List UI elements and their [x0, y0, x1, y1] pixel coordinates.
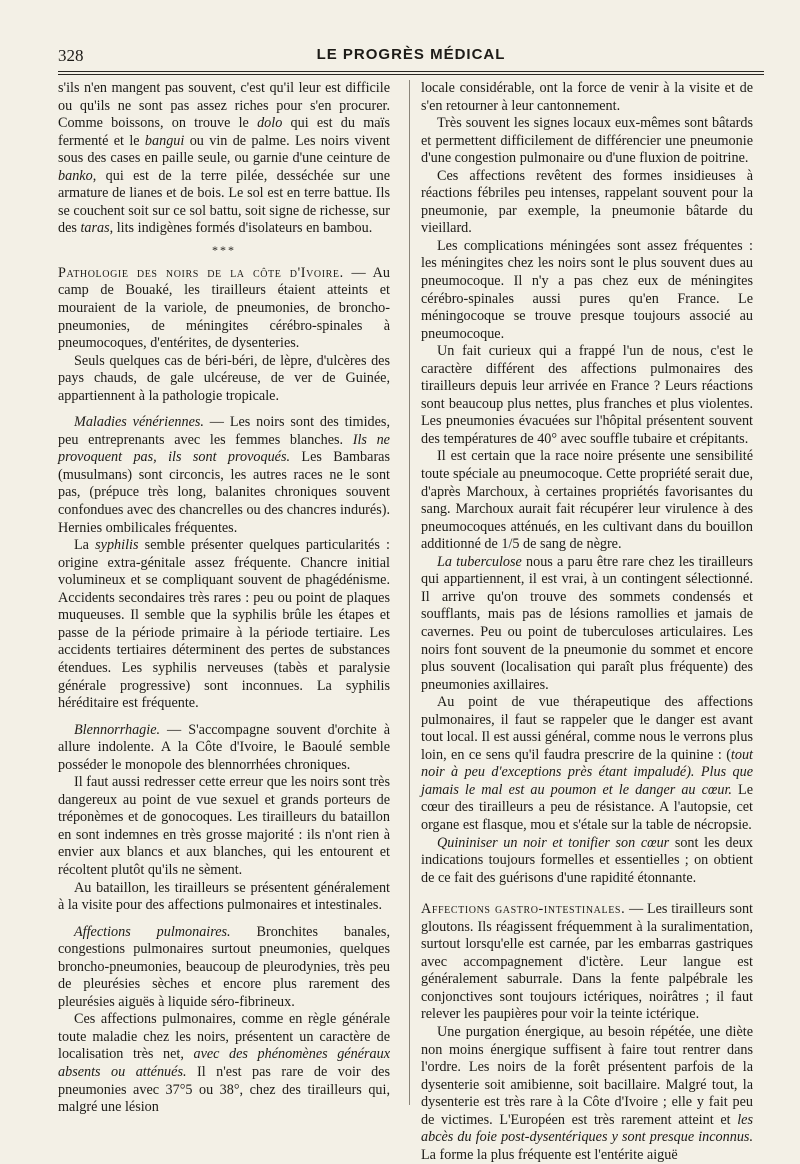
page-number: 328 — [58, 46, 84, 65]
section-heading: Pathologie des noirs de la côte d'Ivoire. — [58, 264, 344, 281]
running-title: LE PROGRÈS MÉDICAL — [316, 46, 506, 63]
section-heading: Affections pulmonaires. — [74, 923, 231, 940]
paragraph: La syphilis semble présenter quelques particularités : origine extra-génitale assez fréquente. Chancre initial volumineux et se compliquant souvent de phagédénisme. Accidents secondaires très rares : peu ou point de plaques muqueuses. Il semble que la syphilis brûle les étapes et passe de la période primaire à la période tertiaire. Les accidents tertiaires déterminent des pertes de substances étendues. Les syphilis nerveuses (tabès et paralysie générale progressive) sont inconnues. La syphilis héréditaire est fréquente. — [58, 537, 390, 712]
section-maladies-veneriennes: Maladies vénériennes. — Les noirs sont des timides, peu entreprenants avec les femmes blanches. Ils ne provoquent pas, ils sont provoqués. Les Bambaras (musulmans) sont circoncis, les autres races ne le sont pas, (prépuce très long, balanites chroniques souvent confondues avec des chancrelles ou des chancres indurés). Hernies ombilicales fréquentes. — [58, 414, 390, 536]
paragraph: Il faut aussi redresser cette erreur que les noirs sont très dangereux au point de vue sexuel et grands porteurs de tréponèmes et de gonocoques. Les tirailleurs du bataillon en sont indemnes en très grosse majorité : ils n'ont rien à envier aux blancs et aux blanches, qui les entourent et récoltent plutôt qu'ils ne sèment. — [58, 774, 390, 878]
paragraph: La tuberculose nous a paru être rare chez les tirailleurs qui appartiennent, il est vrai, à un contingent sélectionné. Il arrive qu'on trouve des sommets condensés et soufflants, mais pas de lésions ramollies et jamais de cavernes. Peu ou point de tuberculoses articulaires. Les noirs font souvent de la pneumonie du sommet et encore plus souvent (localisation qui paraît plus fréquente) des pneumonies axillaires. — [421, 553, 753, 693]
paragraph: Il est certain que la race noire présente une sensibilité toute spéciale au pneumocoque. Cette propriété serait due, d'après Marchoux, à certaines propriétés favorisantes du sang. Marchoux aurait fait récupérer leur virulence à des pneumocoques atténués, en les cultivant dans du bouillon additionné de 1/5 de sang de nègre. — [421, 448, 753, 553]
left-column — [58, 80, 390, 1117]
paragraph: Ces affections revêtent des formes insidieuses à réactions fébriles peu intenses, rappelant souvent pour la pneumonie, par exemple, la pneumonie bâtarde du vieillard. — [421, 167, 753, 237]
paragraph: Quininiser un noir et tonifier son cœur sont les deux indications toujours formelles et essentielles ; on obtient de ce fait des guérisons d'une rapidité étonnante. — [421, 834, 753, 886]
page-header — [58, 44, 764, 70]
right-column — [421, 80, 753, 1164]
paragraph: Au bataillon, les tirailleurs se présentent généralement à la visite pour des affections pulmonaires et intestinales. — [58, 879, 390, 914]
section-heading: Affections gastro-intestinales. — [421, 901, 626, 918]
section-blennorrhagie: Blennorrhagie. — S'accompagne souvent d'orchite à allure indolente. A la Côte d'Ivoire, le Baoulé semble posséder le monopole des blennorrhées chroniques. — [58, 721, 390, 773]
section-separator: *** — [212, 242, 236, 257]
paragraph: Les complications méningées sont assez fréquentes : les méningites chez les noirs sont le plus souvent dues au pneumocoque. Il n'y a pas chez eux de méningites cérébro-spinales aussi pures qu'en France. Le méningocoque se trouve presque toujours associé au pneumocoque. — [421, 237, 753, 342]
paragraph: Un fait curieux qui a frappé l'un de nous, c'est le caractère différent des affections pulmonaires des tirailleurs depuis leur arrivée en France ? Leurs réactions sont beaucoup plus nettes, plus franches et plus violentes. Les pneumonies évacuées sur l'hôpital présentent souvent des températures de 40° avec souffle tubaire et crépitants. — [421, 343, 753, 447]
section-pathologie: Pathologie des noirs de la côte d'Ivoire. — Au camp de Bouaké, les tirailleurs étaient atteints et mouraient de la variole, de pneumonies, de broncho-pneumonies, de méningites cérébro-spinales à pneumocoques, d'entérites, de dysenteries. — [58, 264, 390, 352]
paragraph: Une purgation énergique, au besoin répétée, une diète non moins énergique suffisent à faire tout rentrer dans l'ordre. Les noirs de la forêt présentent parfois de la dysenterie soit amibienne, soit bacillaire. Malgré tout, la dysenterie est très rare à la Côte d'Ivoire ; elle y fait peu de victimes. L'Européen est très rarement atteint et les abcès du foie post-dysentériques y sont presque inconnus. La forme la plus fréquente est l'entérite aiguë — [421, 1023, 753, 1163]
section-affections-pulmonaires: Affections pulmonaires. Bronchites banales, congestions pulmonaires surtout pneumonies, quelques broncho-pneumonies, beaucoup de pleurodynies, très peu de pleurésies sèches et encore plus rarement des pleurésies aiguës à liquide séro-fibrineux. — [58, 923, 390, 1010]
paragraph: Seuls quelques cas de béri-béri, de lèpre, d'ulcères des pays chauds, de gale ulcéreuse, de ver de Guinée, appartiennent à la pathologie tropicale. — [58, 352, 390, 404]
paragraph: Très souvent les signes locaux eux-mêmes sont bâtards et permettent difficilement de différencier une pneumonie d'une congestion pulmonaire ou d'une fluxion de poitrine. — [421, 115, 753, 167]
paragraph: locale considérable, ont la force de venir à la visite et de s'en retourner à leur cantonnement. — [421, 80, 753, 114]
paragraph: Ces affections pulmonaires, comme en règle générale toute maladie chez les noirs, présentent un caractère de localisation très net, avec des phénomènes généraux absents ou atténués. Il n'est pas rare de voir des pneumonies avec 37°5 ou 38°, chez des tirailleurs qui, malgré une lésion — [58, 1011, 390, 1116]
column-divider — [409, 80, 410, 1105]
paragraph: Au point de vue thérapeutique des affections pulmonaires, il faut se rappeler que le danger est avant tout local. Il est aussi général, comme nous le verrons plus loin, en ce sens qu'il faudra prescrire de la quinine : (tout noir à peu d'exceptions près étant impaludé). Plus que jamais le mal est au poumon et le danger au cœur. Le cœur des tirailleurs a peu de résistance. A l'autopsie, cet organe est flasque, mou et s'étale sur la table de nécropsie. — [421, 694, 753, 833]
section-heading: Maladies vénériennes. — [74, 414, 204, 431]
section-heading: Blennorrhagie. — [74, 721, 161, 738]
paragraph: s'ils n'en mangent pas souvent, c'est qu'il leur est difficile ou qu'ils ne sont pas assez riches pour s'en procurer. Comme boissons, on trouve le dolo qui est du maïs fermenté et le bangui ou vin de palme. Les noirs vivent sous des cases en paille seule, ou garnie d'une ceinture de banko, qui est de la terre pilée, desséchée sur une armature de lianes et de bois. Le sol est en terre battue. Ils se couchent soit sur ce sol battu, soit signe de richesse, sur des taras, lits indigènes formés d'isolateurs en bambou. — [58, 80, 390, 237]
section-affections-gastro-intestinales: Affections gastro-intestinales. — Les tirailleurs sont gloutons. Ils réagissent fréquemment à la suralimentation, surtout lorsqu'elle est carnée, par les embarras gastriques avec accompagnement d'ictère. Leur langue est généralement saburrale. Dans la fente palpébrale les conjonctives sont toujours ictériques, noirâtres ; il faut relever les paupières pour voir la teinte ictérique. — [421, 901, 753, 1023]
header-rule — [58, 71, 764, 75]
